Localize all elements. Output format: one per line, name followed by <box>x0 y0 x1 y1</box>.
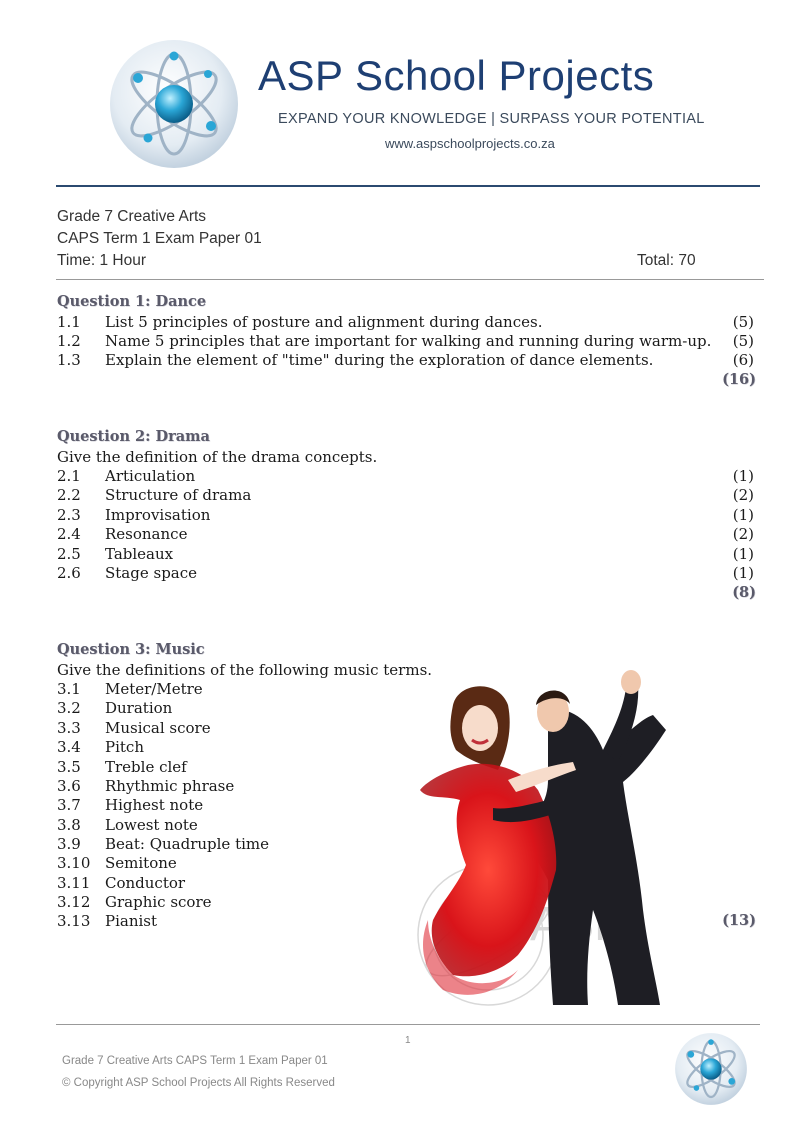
question-mark: (6) <box>732 351 754 369</box>
question-text: Explain the element of "time" during the exploration of dance elements. <box>105 351 654 369</box>
question-3-heading: Question 3: Music <box>57 641 205 658</box>
question-number: 3.13 <box>57 912 91 930</box>
header-divider <box>56 185 760 187</box>
meta-divider <box>56 279 764 280</box>
question-text: Highest note <box>105 796 204 814</box>
question-text: Treble clef <box>105 758 187 776</box>
question-text: Semitone <box>105 854 177 872</box>
question-number: 2.1 <box>57 467 81 485</box>
question-mark: (1) <box>732 506 754 524</box>
question-text: Conductor <box>105 874 186 892</box>
footer-divider <box>56 1024 760 1025</box>
question-mark: (1) <box>732 545 754 563</box>
question-number: 1.1 <box>57 313 81 331</box>
question-mark: (2) <box>732 486 754 504</box>
question-3-instruction: Give the definitions of the following music terms. <box>57 661 433 679</box>
question-number: 3.9 <box>57 835 81 853</box>
question-number: 1.3 <box>57 351 81 369</box>
question-mark: (1) <box>732 564 754 582</box>
question-text: Pianist <box>105 912 158 930</box>
question-mark: (1) <box>732 467 754 485</box>
question-number: 3.7 <box>57 796 81 814</box>
question-text: Musical score <box>105 719 211 737</box>
question-text: Meter/Metre <box>105 680 203 698</box>
question-text: Structure of drama <box>105 486 252 504</box>
question-number: 2.2 <box>57 486 81 504</box>
question-1-subtotal: (16) <box>722 371 756 388</box>
question-text: Resonance <box>105 525 188 543</box>
question-number: 3.6 <box>57 777 81 795</box>
question-number: 3.8 <box>57 816 81 834</box>
brand-name: ASP School Projects <box>258 52 655 99</box>
question-text: List 5 principles of posture and alignment during dances. <box>105 313 543 331</box>
question-text: Articulation <box>105 467 196 485</box>
atom-logo-icon <box>108 38 240 170</box>
question-text: Tableaux <box>105 545 174 563</box>
question-number: 3.2 <box>57 699 81 717</box>
question-text: Name 5 principles that are important for walking and running during warm-up. <box>105 332 712 350</box>
paper-time: Time: 1 Hour <box>57 252 147 269</box>
question-number: 2.5 <box>57 545 81 563</box>
question-3-subtotal: (13) <box>722 912 756 929</box>
question-mark: (5) <box>732 313 754 331</box>
question-number: 3.5 <box>57 758 81 776</box>
question-number: 2.3 <box>57 506 81 524</box>
question-number: 3.10 <box>57 854 91 872</box>
question-text: Beat: Quadruple time <box>105 835 269 853</box>
website-link[interactable]: www.aspschoolprojects.co.za <box>385 136 555 151</box>
paper-total: Total: 70 <box>637 252 696 269</box>
question-number: 3.11 <box>57 874 91 892</box>
paper-subject: Grade 7 Creative Arts <box>57 208 207 225</box>
question-number: 3.3 <box>57 719 81 737</box>
footer-copyright: © Copyright ASP School Projects All Rights Reserved <box>62 1077 335 1089</box>
question-number: 2.4 <box>57 525 81 543</box>
atom-logo-small-icon <box>674 1032 748 1106</box>
footer-paper-title: Grade 7 Creative Arts CAPS Term 1 Exam Paper 01 <box>62 1055 328 1067</box>
dancers-illustration <box>398 670 698 1015</box>
question-mark: (5) <box>732 332 754 350</box>
question-number: 3.12 <box>57 893 91 911</box>
question-text: Stage space <box>105 564 198 582</box>
question-text: Rhythmic phrase <box>105 777 235 795</box>
question-text: Duration <box>105 699 173 717</box>
question-text: Pitch <box>105 738 144 756</box>
question-text: Improvisation <box>105 506 211 524</box>
page-number: 1 <box>405 1035 411 1046</box>
paper-title: CAPS Term 1 Exam Paper 01 <box>57 230 262 247</box>
question-number: 3.1 <box>57 680 81 698</box>
question-2-subtotal: (8) <box>732 584 756 601</box>
question-mark: (2) <box>732 525 754 543</box>
question-1-heading: Question 1: Dance <box>57 293 207 310</box>
question-number: 2.6 <box>57 564 81 582</box>
question-text: Graphic score <box>105 893 212 911</box>
question-2-instruction: Give the definition of the drama concepts. <box>57 448 378 466</box>
tagline: EXPAND YOUR KNOWLEDGE | SURPASS YOUR POTENTIAL <box>278 111 705 127</box>
question-number: 1.2 <box>57 332 81 350</box>
question-2-heading: Question 2: Drama <box>57 428 210 445</box>
question-text: Lowest note <box>105 816 198 834</box>
question-number: 3.4 <box>57 738 81 756</box>
